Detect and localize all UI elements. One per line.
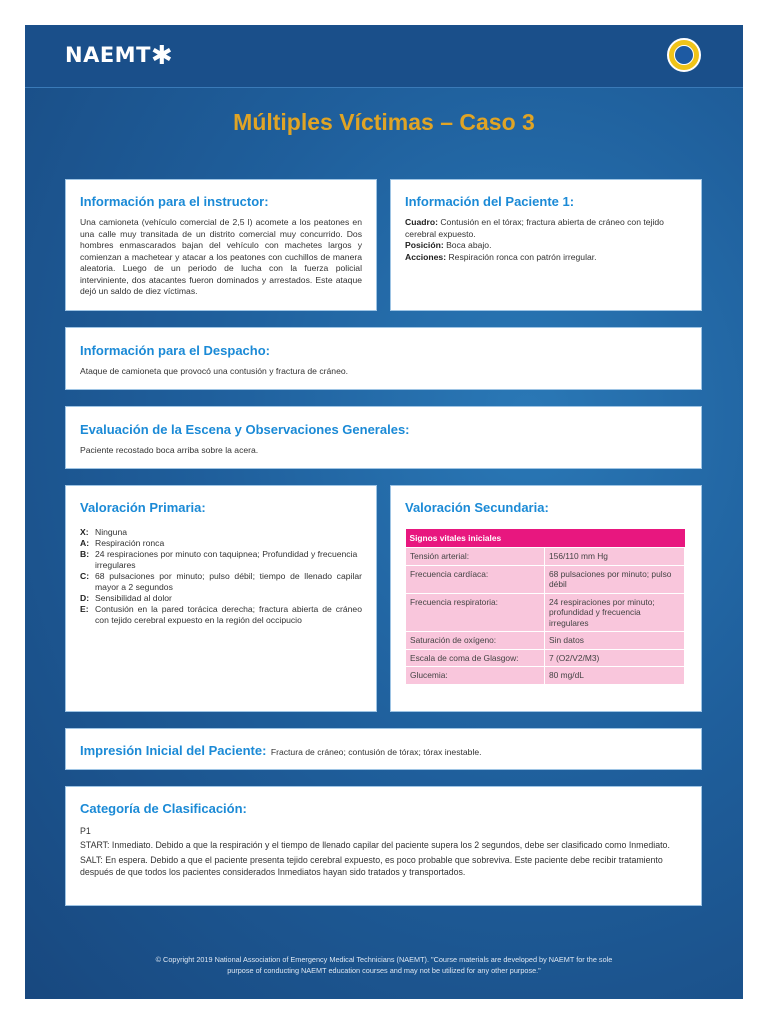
instructor-heading: Información para el instructor:: [80, 194, 269, 209]
list-item: A: Respiración ronca: [80, 538, 165, 548]
triage-heading: Categoría de Clasificación:: [80, 801, 247, 816]
footer-line-2: purpose of conducting NAEMT education courses and may not be utilized for any other purpose.": [227, 966, 541, 975]
patient-cuadro: [405, 217, 687, 240]
secondary-heading: Valoración Secundaria:: [405, 500, 549, 515]
triage-start: START: Inmediato. Debido a que la respiración y el tiempo de llenado capilar del paciente supera los 2 segundos, debe ser clasificado como Inmediato.: [80, 840, 670, 850]
impression-box: [65, 728, 702, 770]
dispatch-heading: Información para el Despacho:: [80, 343, 270, 358]
secondary-assessment-box: [390, 485, 702, 712]
dispatch-text: Ataque de camioneta que provocó una contusión y fractura de cráneo.: [80, 366, 349, 376]
header-bar: [25, 25, 743, 88]
posicion-value: Boca abajo.: [446, 240, 492, 250]
vital-signs-table: [405, 529, 685, 685]
scene-box: [65, 406, 702, 469]
page-background: [25, 25, 743, 999]
footer-line-1: © Copyright 2019 National Association of Emergency Medical Technicians (NAEMT). "Course materials are developed by NAEMT for the sole: [155, 955, 613, 964]
triage-salt: SALT: En espera. Debido a que el paciente presenta tejido cerebral expuesto, es poco probable que sobreviva. Este paciente debe recibir tratamiento después de que todos los pacientes considerados Inmediatos hayan sido tratados y transportados.: [80, 855, 663, 877]
cuadro-label: Cuadro:: [405, 217, 438, 227]
primary-heading: Valoración Primaria:: [80, 500, 206, 515]
patient-acciones: [405, 252, 687, 264]
patient-heading: Información del Paciente 1:: [405, 194, 575, 209]
dispatch-box: [65, 327, 702, 390]
acciones-value: Respiración ronca con patrón irregular.: [448, 251, 597, 262]
list-item: X: Ninguna: [80, 527, 128, 537]
copyright-footer: [25, 954, 743, 976]
list-item: E: Contusión en la pared torácica derecha; fractura abierta de cráneo con tejido cerebral expuesto en la región del occipucio: [80, 604, 362, 625]
star-of-life-icon: ✱: [150, 41, 174, 71]
instructor-box: [65, 179, 377, 311]
posicion-label: Posición:: [405, 240, 444, 250]
page-title: Múltiples Víctimas – Caso 3: [233, 109, 535, 135]
table-row: Escala de coma de Glasgow: 7 (O2/V2/M3): [406, 649, 685, 667]
table-row: Frecuencia cardíaca: 68 pulsaciones por minuto; pulso débil: [406, 565, 685, 593]
table-row: Tensión arterial: 156/110 mm Hg: [406, 548, 685, 566]
list-item: B: 24 respiraciones por minuto con taquipnea; Profundidad y frecuencia irregulares: [80, 549, 358, 570]
list-item: C: 68 pulsaciones por minuto; pulso débil; tiempo de llenado capilar mayor a 2 segundos: [80, 571, 362, 592]
vital-signs-title: Signos vitales iniciales: [406, 529, 685, 548]
scene-heading: Evaluación de la Escena y Observaciones Generales:: [80, 422, 410, 437]
triage-p1: P1: [80, 826, 91, 836]
acciones-label: Acciones:: [405, 251, 447, 262]
primary-list: [80, 527, 362, 626]
scene-text: Paciente recostado boca arriba sobre la acera.: [80, 445, 259, 455]
table-row: Glucemia: 80 mg/dL: [406, 667, 685, 685]
impression-heading: Impresión Inicial del Paciente:: [80, 743, 267, 758]
naemt-logo: [65, 39, 173, 69]
primary-assessment-box: [65, 485, 377, 712]
naemt-seal-icon: [667, 38, 701, 72]
logo-text: NAEMT: [65, 43, 151, 67]
impression-text: Fractura de cráneo; contusión de tórax; tórax inestable.: [270, 747, 482, 757]
table-row: Saturación de oxígeno: Sin datos: [406, 632, 685, 650]
instructor-text: Una camioneta (vehículo comercial de 2,5 l) acomete a los peatones en una calle muy transitada de un distrito comercial muy concurrido. Dos hombres enmascarados bajan del vehículo con machetes largos y comienzan a machetear y atacar a los peatones con cuchillos de manera aleatoria. Luego de un periodo de lucha con la fuerza policial interviniente, dos atacantes fueron dominados y arrestados. Este ataque dejó un saldo de diez víctimas.: [80, 217, 362, 296]
triage-box: [65, 786, 702, 906]
patient-info-box: [390, 179, 702, 311]
patient-posicion: [405, 240, 687, 252]
table-row: Frecuencia respiratoria: 24 respiraciones por minuto; profundidad y frecuencia irregulares: [406, 593, 685, 632]
list-item: D: Sensibilidad al dolor: [80, 593, 172, 603]
cuadro-value: Contusión en el tórax; fractura abierta de cráneo con tejido cerebral expuesto.: [405, 217, 664, 239]
